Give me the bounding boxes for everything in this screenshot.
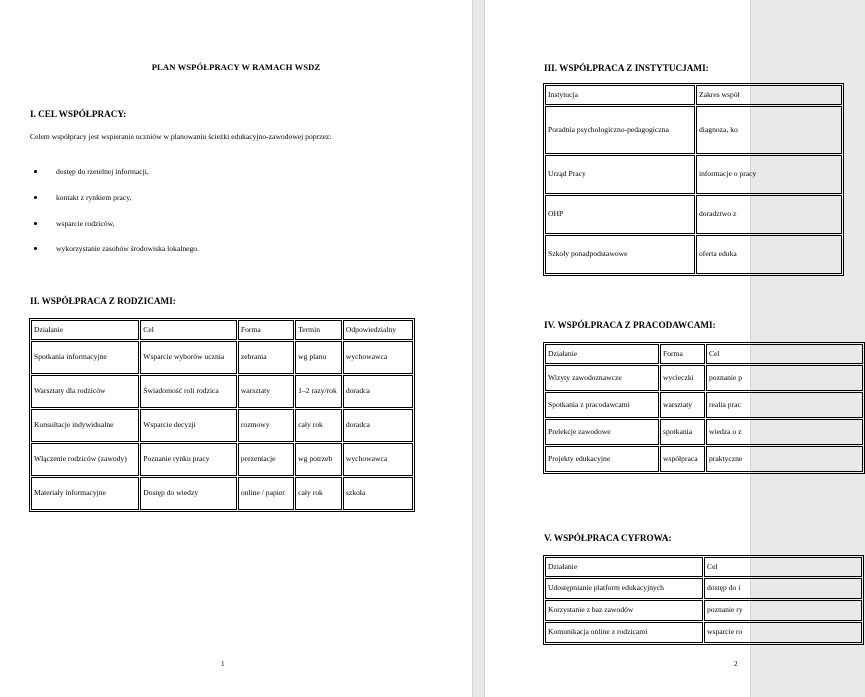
table-header-cell: Zakres współ [696,85,842,105]
table-cell: informacje o pracy [696,155,842,194]
table-header-cell: Działanie [545,344,659,364]
table-cell: Włączenie rodziców (zawody) [31,443,139,476]
table-cell: OHP [545,195,695,234]
section-heading-pracodawcy: IV. WSPÓŁPRACA Z PRACODAWCAMI: [544,320,716,330]
list-item: dostęp do rzetelnej informacji, [30,164,199,190]
list-item: wsparcie rodziców, [30,216,199,242]
table-cell: Wsparcie wyborów ucznia [140,341,237,374]
section-intro-text: Celem współpracy jest wspieranie uczniów w planowaniu ścieżki edukacyjno-zawodowej poprzez: [30,132,332,141]
table-row [545,106,842,154]
table-header-cell: Forma [660,344,705,364]
bullet-icon [34,247,37,250]
section-heading-cel: I. CEL WSPÓŁPRACY: [30,109,127,119]
table-cell: Konsultacje indywidualne [31,409,139,442]
table-cell: Szkoły ponadpodstawowe [545,235,695,274]
bullet-icon [34,170,37,173]
table-row [31,409,413,442]
table-header-cell: Forma [238,320,294,340]
table-header-cell: Termin [295,320,342,340]
table-header-row [545,344,863,364]
table-cell: Poradnia psychologiczno-pedagogiczna [545,106,695,154]
list-item: wykorzystanie zasobów środowiska lokalnego. [30,241,199,267]
table-cell: poznanie p [706,365,863,391]
table-cell: 1–2 razy/rok [295,375,342,408]
table-cell: wg planu [295,341,342,374]
table-cell: poznanie ry [704,600,862,621]
table-cell: Spotkania z pracodawcami [545,392,659,418]
table-cell: wiedza o z [706,419,863,445]
section-heading-instytucje: III. WSPÓŁPRACA Z INSTYTUCJAMI: [544,63,709,73]
table-cell: Świadomość roli rodzica [140,375,237,408]
table-cell: wychowawca [343,341,413,374]
table-cell: spotkania [660,419,705,445]
document-page-2 [485,0,757,697]
document-title: PLAN WSPÓŁPRACY W RAMACH WSDZ [151,62,321,72]
table-cell: Warsztaty dla rodziców [31,375,139,408]
list-item: kontakt z rynkiem pracy, [30,190,199,216]
table-row [545,622,862,643]
table-cell: Dostęp do wiedzy [140,477,237,510]
institutions-table [543,83,844,276]
table-header-cell: Instytucja [545,85,695,105]
table-cell: cały rok [295,477,342,510]
table-row [545,365,863,391]
table-cell: Komunikacja online z rodzicami [545,622,703,643]
table-cell: współpraca [660,446,705,472]
table-cell: Korzystanie z baz zawodów [545,600,703,621]
table-header-cell: Cel [706,344,863,364]
table-header-cell: Cel [140,320,237,340]
table-header-row [545,557,862,577]
table-row [31,443,413,476]
table-cell: prezentacje [238,443,294,476]
table-cell: oferta eduka [696,235,842,274]
table-cell: rozmowy [238,409,294,442]
table-cell: doradca [343,409,413,442]
table-cell: zebrania [238,341,294,374]
table-cell: doradztwo z [696,195,842,234]
table-row [31,341,413,374]
table-cell: wychowawca [343,443,413,476]
employers-table [543,342,865,474]
table-cell: diagnoza, ko [696,106,842,154]
table-header-cell: Odpowiedzialny [343,320,413,340]
digital-cooperation-table [543,555,864,645]
table-cell: wg potrzeb [295,443,342,476]
table-cell: cały rok [295,409,342,442]
page-number: 1 [221,660,225,668]
table-cell: Udostępnianie platform edukacyjnych [545,578,703,599]
table-cell: Projekty edukacyjne [545,446,659,472]
table-cell: doradca [343,375,413,408]
table-row [545,155,842,194]
bullet-icon [34,222,37,225]
table-row [31,477,413,510]
table-cell: warsztaty [660,392,705,418]
table-cell: szkoła [343,477,413,510]
table-row [545,419,863,445]
table-cell: Wsparcie decyzji [140,409,237,442]
table-cell: Wizyty zawodoznawcze [545,365,659,391]
table-cell: Materiały informacyjne [31,477,139,510]
table-row [545,195,842,234]
table-header-cell: Działanie [545,557,703,577]
table-cell: wycieczki [660,365,705,391]
table-cell: Urząd Pracy [545,155,695,194]
bullet-icon [34,196,37,199]
table-cell: warsztaty [238,375,294,408]
table-row [545,600,862,621]
table-row [545,578,862,599]
table-cell: Spotkania informacyjne [31,341,139,374]
table-cell: realia prac [706,392,863,418]
parents-cooperation-table [29,318,415,512]
table-row [31,375,413,408]
table-header-cell: Cel [704,557,862,577]
table-cell: Poznanie rynku pracy [140,443,237,476]
table-cell: Prelekcje zawodowe [545,419,659,445]
table-header-cell: Działanie [31,320,139,340]
goals-bullet-list [30,164,199,267]
table-cell: praktyczne [706,446,863,472]
table-cell: wsparcie ro [704,622,862,643]
table-row [545,235,842,274]
table-header-row [31,320,413,340]
table-row [545,392,863,418]
table-cell: online / papier [238,477,294,510]
section-heading-rodzice: II. WSPÓŁPRACA Z RODZICAMI: [30,296,176,306]
table-row [545,446,863,472]
page-number: 2 [734,660,738,668]
section-heading-cyfrowa: V. WSPÓŁPRACA CYFROWA: [544,533,672,543]
table-header-row [545,85,842,105]
table-cell: dostęp do i [704,578,862,599]
